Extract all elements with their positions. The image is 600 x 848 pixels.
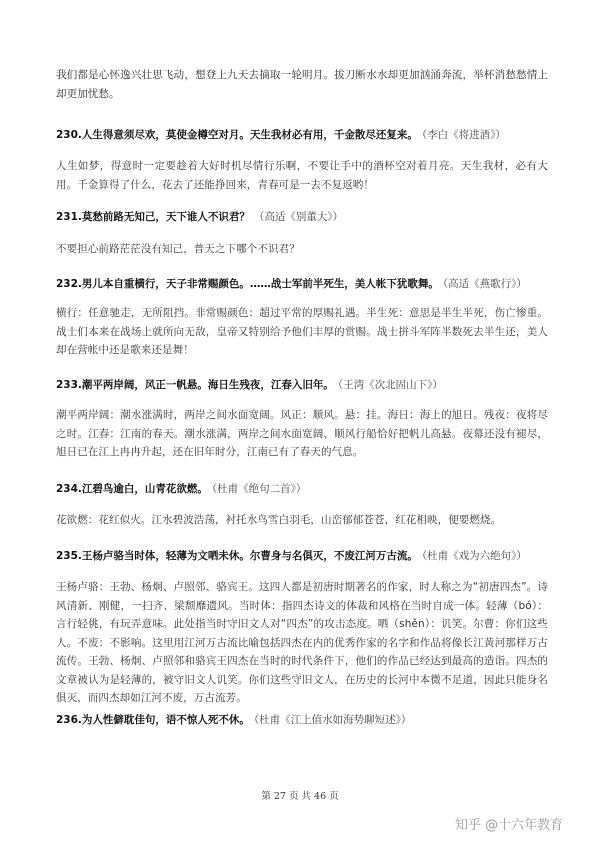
entry-230-explanation: 人生如梦，得意时一定要趁着大好时机尽情行乐啊，不要让手中的酒杯空对着月亮。天生我材，必有大用。千金算得了什么，花去了还能挣回来，青春可是一去不复返哟！	[56, 160, 548, 191]
entry-231-explanation: 不要担心前路茫茫没有知己，普天之下哪个不识君？	[56, 243, 300, 255]
entry-number: 231.	[56, 211, 82, 223]
entry-number: 236.	[56, 714, 82, 726]
entry-poem: 莫愁前路无知己，天下谁人不识君？	[81, 211, 250, 223]
entry-number: 235.	[56, 550, 82, 562]
entry-233-explanation: 潮平两岸阔：潮水涨满时，两岸之间水面宽阔。风正：顺风。悬：挂。海日：海上的旭日。残夜：夜将尽之时。江春：江南的春天。潮水涨满，两岸之间水面宽阔，顺风行船恰好把帆儿高悬。夜幕还没有褪尽，旭日已在江上冉冉升起，还在旧年时分，江南已有了春天的气息。	[56, 409, 548, 458]
entry-source: （高适《燕歌行》）	[442, 278, 527, 290]
entry-234-explanation: 花欲燃：花红似火。江水碧波浩荡，衬托水鸟雪白羽毛，山峦郁郁苍苍，红花相映，便要燃烧。	[56, 514, 502, 526]
entry-number: 233.	[56, 379, 82, 391]
entry-poem: 潮平两岸阔，风正一帆悬。海日生残夜，江春入旧年。	[81, 379, 334, 391]
entry-source: （杜甫《绝句二首》）	[211, 483, 307, 495]
entry-poem: 男儿本自重横行，天子非常赐颜色。……战士军前半死生，美人帐下犹歌舞。	[81, 278, 439, 290]
intro-paragraph: 我们都是心怀逸兴壮思飞动，想登上九天去摘取一轮明月。拔刀断水水却更加汹涌奔流，举杯消愁愁情上却更加忧愁。	[56, 69, 548, 100]
entry-source: （李白《将进酒》）	[421, 129, 506, 141]
entry-number: 232.	[56, 278, 82, 290]
entry-235-explanation: 王杨卢骆：王勃、杨炯、卢照邻、骆宾王。这四人都是初唐时期著名的作家，时人称之为“初唐四杰”。诗风清新、刚健，一扫齐、梁颓靡遗风。当时体：指四杰诗文的体裁和风格在当时自成一体。轻薄（bó）：言行轻佻，有玩弄意味。此处指当时守旧文人对“四杰”的攻击态度。哂（shěn）：讥笑。尔曹：你们这些人。不废：不影响。这里用江河万古流比喻包括四杰在内的优秀作家的名字和作品将像长江黄河那样万古流传。王勃、杨炯、卢照邻和骆宾王四杰在当时的时代条件下，他们的作品已经达到最高的造诣。四杰的文章被认为是轻薄的，被守旧文人讥笑。你们这些守旧文人，在历史的长河中本微不足道，因此只能身名俱灭，而四杰却如江河不废，万古流芳。	[56, 581, 548, 704]
entry-234-heading	[56, 481, 556, 497]
entry-poem: 王杨卢骆当时体，轻薄为文哂未休。尔曹身与名俱灭，不废江河万古流。	[81, 550, 418, 562]
entry-231-heading	[56, 209, 556, 225]
entry-source: （高适《别董大》）	[253, 211, 344, 223]
entry-number: 234.	[56, 483, 82, 495]
page-number: 第 27 页 共 46 页	[261, 791, 339, 802]
entry-number: 230.	[56, 129, 82, 141]
entry-source: （王湾《次北固山下》）	[337, 379, 443, 391]
entry-232-explanation: 横行：任意驰走，无所阻挡。非常赐颜色：超过平常的厚赐礼遇。半生死：意思是半生半死，伤亡惨重。战士们本来在战场上就所向无敌，皇帝又特别给予他们丰厚的赏赐。战士拼斗军阵半数死去半生还，美人却在营帐中还是歌来还是舞！	[56, 307, 548, 356]
entry-poem: 人生得意须尽欢，莫使金樽空对月。天生我材必有用，千金散尽还复来。	[81, 129, 418, 141]
entry-232-heading	[56, 276, 556, 292]
entry-source: （杜甫《江上值水如海势聊短述》）	[253, 714, 412, 726]
entry-236-heading	[56, 712, 556, 728]
entry-233-heading	[56, 377, 556, 393]
entry-235-heading	[56, 548, 556, 564]
entry-poem: 为人性僻耽佳句，语不惊人死不休。	[81, 714, 250, 726]
entry-source: （杜甫《戏为六绝句》）	[421, 550, 527, 562]
entry-poem: 江碧鸟逾白，山青花欲燃。	[81, 483, 208, 495]
entry-230-heading	[56, 127, 556, 143]
watermark-logo: 知乎 @十六年教育	[455, 818, 564, 833]
